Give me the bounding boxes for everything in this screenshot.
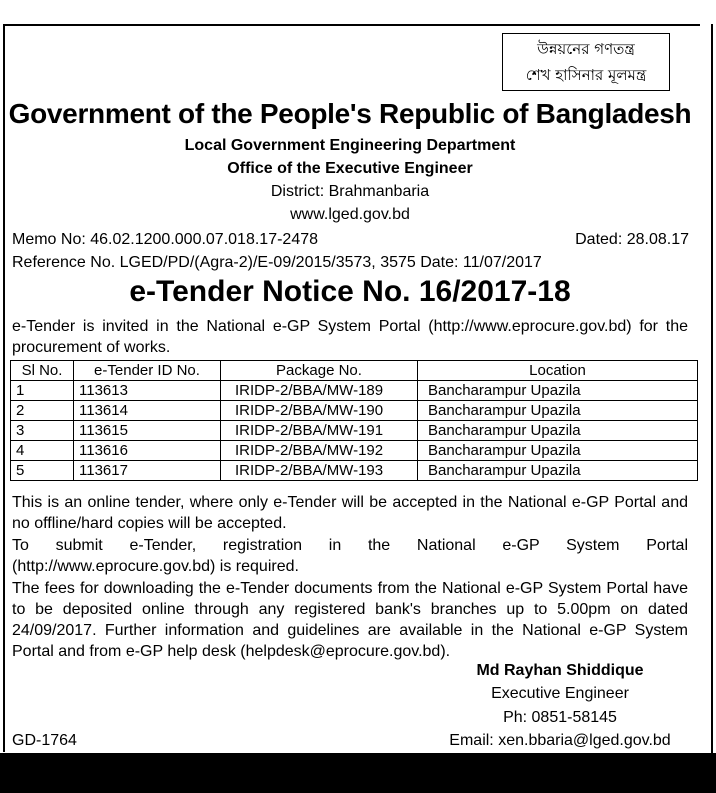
district: District: Brahmanbaria xyxy=(270,183,430,200)
cell-tender-id: 113613 xyxy=(74,381,221,401)
cell-sl-no: 4 xyxy=(11,441,74,461)
online-tender-paragraph: This is an online tender, where only e-Tender will be accepted in the National e-GP Portal and no offline/hard copies will be accepted. xyxy=(12,494,688,532)
cell-tender-id: 113617 xyxy=(74,461,221,481)
cell-package-no: IRIDP-2/BBA/MW-191 xyxy=(221,421,418,441)
right-border-line xyxy=(711,24,713,754)
table-row xyxy=(11,421,698,441)
department-name: Local Government Engineering Department xyxy=(184,137,516,154)
cell-package-no: IRIDP-2/BBA/MW-189 xyxy=(221,381,418,401)
cell-tender-id: 113616 xyxy=(74,441,221,461)
slogan-line-2: শেখ হাসিনার মূলমন্ত্র xyxy=(525,66,647,84)
gd-number: GD-1764 xyxy=(12,732,77,749)
cell-sl-no: 5 xyxy=(11,461,74,481)
header-tender-id: e-Tender ID No. xyxy=(74,361,221,381)
cell-location: Bancharampur Upazila xyxy=(418,381,698,401)
notice-title: e-Tender Notice No. 16/2017-18 xyxy=(129,275,571,308)
table-row xyxy=(11,401,698,421)
cell-package-no: IRIDP-2/BBA/MW-190 xyxy=(221,401,418,421)
cell-package-no: IRIDP-2/BBA/MW-192 xyxy=(221,441,418,461)
cell-location: Bancharampur Upazila xyxy=(418,441,698,461)
tender-table xyxy=(10,360,698,481)
fees-paragraph: The fees for downloading the e-Tender documents from the National e-GP System Portal have to be deposited online through any registered bank's branches up to 5.00pm on dated 24/09/2017. Further information and guidelines are available in the National e-GP System Portal and from e-GP help desk (helpdesk@eprocure.gov.bd). xyxy=(12,580,688,660)
government-title: Government of the People's Republic of Bangladesh xyxy=(8,98,692,129)
cell-sl-no: 3 xyxy=(11,421,74,441)
cell-package-no: IRIDP-2/BBA/MW-193 xyxy=(221,461,418,481)
registration-paragraph: To submit e-Tender, registration in the National e-GP System Portal (http://www.eprocure.gov.bd) is required. xyxy=(12,537,688,575)
cell-tender-id: 113614 xyxy=(74,401,221,421)
cell-location: Bancharampur Upazila xyxy=(418,421,698,441)
table-row xyxy=(11,381,698,401)
reference-number: Reference No. LGED/PD/(Agra-2)/E-09/2015/3573, 3575 Date: 11/07/2017 xyxy=(12,254,542,271)
cell-sl-no: 1 xyxy=(11,381,74,401)
table-header-row xyxy=(11,361,698,381)
table-row xyxy=(11,441,698,461)
cell-location: Bancharampur Upazila xyxy=(418,461,698,481)
signatory-phone: Ph: 0851-58145 xyxy=(503,709,617,726)
intro-paragraph: e-Tender is invited in the National e-GP System Portal (http://www.eprocure.gov.bd) for the procurement of works. xyxy=(12,318,688,356)
cell-location: Bancharampur Upazila xyxy=(418,401,698,421)
signatory-name: Md Rayhan Shiddique xyxy=(476,662,644,679)
bottom-black-bar xyxy=(0,753,716,793)
table-row xyxy=(11,461,698,481)
office-name: Office of the Executive Engineer xyxy=(227,160,473,177)
header-location: Location xyxy=(418,361,698,381)
slogan-line-1: উন্নয়নের গণতন্ত্র xyxy=(537,40,635,58)
memo-date: Dated: 28.08.17 xyxy=(575,231,689,248)
signatory-email: Email: xen.bbaria@lged.gov.bd xyxy=(449,732,671,749)
memo-number: Memo No: 46.02.1200.000.07.018.17-2478 xyxy=(12,231,319,248)
signatory-designation: Executive Engineer xyxy=(491,685,629,702)
cell-sl-no: 2 xyxy=(11,401,74,421)
header-package-no: Package No. xyxy=(221,361,418,381)
cell-tender-id: 113615 xyxy=(74,421,221,441)
header-sl-no: Sl No. xyxy=(11,361,74,381)
website: www.lged.gov.bd xyxy=(290,206,410,223)
slogan-box xyxy=(502,33,670,91)
